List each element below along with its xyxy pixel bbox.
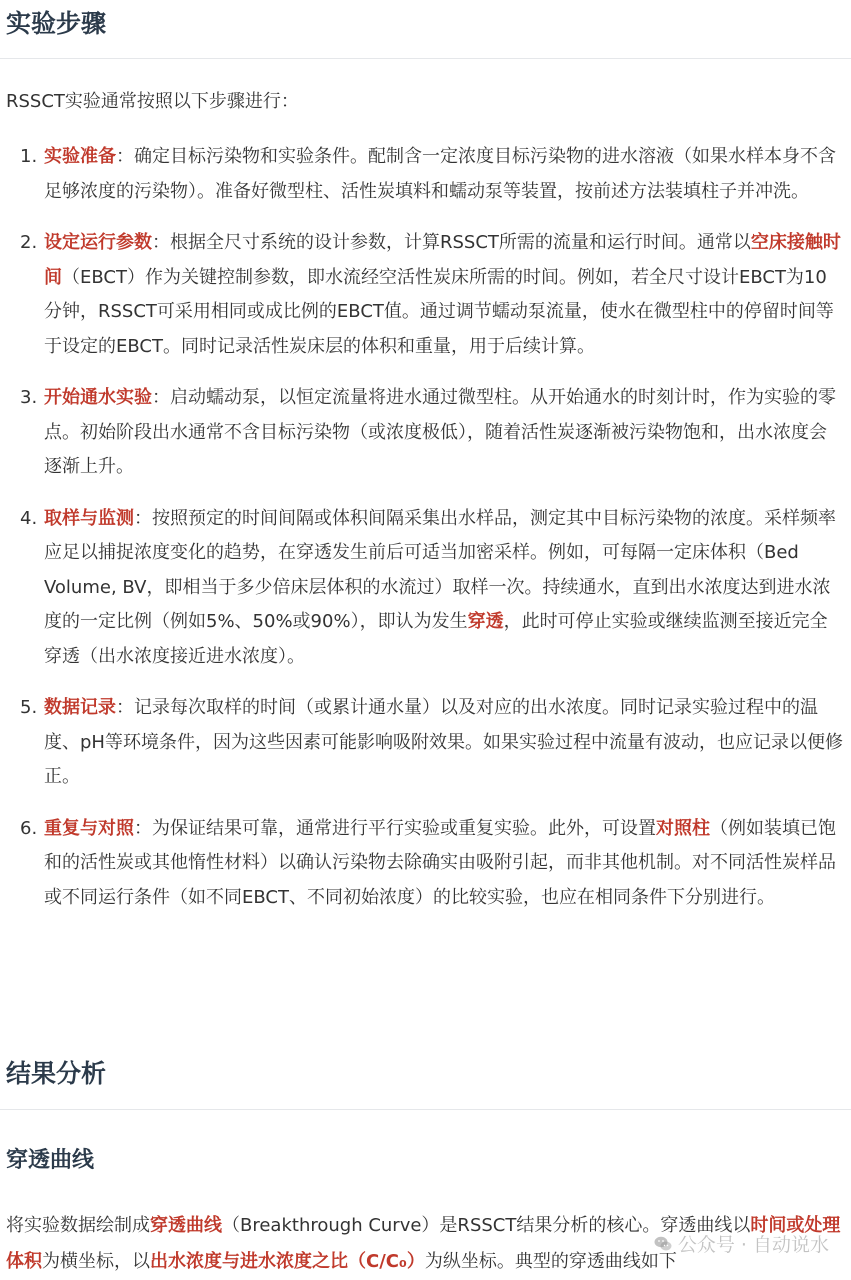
step-keyword: 重复与对照 xyxy=(44,817,134,839)
step-item xyxy=(0,226,851,364)
step-number: 6. xyxy=(20,817,38,839)
step-number: 1. xyxy=(20,146,38,167)
step-text: ：按照预定的时间间隔或体积间隔采集出水样品，测定其中目标污染物的浓度。采样频率应足以捕捉浓度变化的趋势，在穿透发生前后可适当加密采样。例如，可每隔一定床体积（Bed Volume, BV，即相当于多少倍床层体积的水流过）取样一次。持续通水，直到出水浓度达到进水浓度的一定比例（例如5%、50%或90%），即认为发生 xyxy=(44,507,836,632)
paragraph-text: 为横坐标，以 xyxy=(42,1251,150,1272)
paragraph-keyword: 出水浓度与进水浓度之比（C/C₀） xyxy=(150,1251,425,1272)
steps-list xyxy=(0,140,851,915)
step-text: ，此时可停止实验或继续监测至接近完全穿透（出水浓度接近进水浓度）。 xyxy=(44,611,828,667)
steps-list-wrapper xyxy=(0,140,851,932)
step-item xyxy=(0,140,851,209)
step-text: （EBCT）作为关键控制参数，即水流经空活性炭床所需的时间。例如，若全尺寸设计EBCT为10分钟，RSSCT可采用相同或成比例的EBCT值。通过调节蠕动泵流量，使水在微型柱中的停留时间等于设定的EBCT。同时记录活性炭床层的体积和重量，用于后续计算。 xyxy=(44,266,834,357)
watermark-text: 公众号 · 自动说水 xyxy=(677,1234,829,1256)
step-text: ：启动蠕动泵，以恒定流量将进水通过微型柱。从开始通水的时刻计时，作为实验的零点。初始阶段出水通常不含目标污染物（或浓度极低），随着活性炭逐渐被污染物饱和，出水浓度会逐渐上升。 xyxy=(44,387,836,477)
wechat-icon xyxy=(654,1236,672,1252)
section-title-results: 结果分析 xyxy=(6,1059,107,1088)
paragraph-keyword: 时间或处理体积 xyxy=(6,1215,841,1272)
step-number: 3. xyxy=(20,387,38,408)
step-item xyxy=(0,691,851,795)
watermark xyxy=(654,1230,829,1257)
step-number: 2. xyxy=(20,232,38,253)
section-title-steps: 实验步骤 xyxy=(6,9,107,38)
paragraph-text: （Breakthrough Curve）是RSSCT结果分析的核心。穿透曲线以 xyxy=(222,1215,751,1236)
step-keyword: 开始通水实验 xyxy=(44,387,152,408)
step-number: 4. xyxy=(20,507,38,529)
step-text: ：确定目标污染物和实验条件。配制含一定浓度目标污染物的进水溶液（如果水样本身不含足够浓度的污染物）。准备好微型柱、活性炭填料和蠕动泵等装置，按前述方法装填柱子并冲洗。 xyxy=(44,146,836,202)
paragraph-text: 将实验数据绘制成 xyxy=(6,1215,150,1236)
step-item xyxy=(0,502,851,675)
paragraph-keyword: 穿透曲线 xyxy=(150,1215,222,1236)
step-keyword: 空床接触时间 xyxy=(44,232,841,288)
step-keyword: 穿透 xyxy=(467,611,504,632)
subsection-title-breakthrough: 穿透曲线 xyxy=(6,1148,95,1173)
step-text: （例如装填已饱和的活性炭或其他惰性材料）以确认污染物去除确实由吸附引起，而非其他机制。对不同活性炭样品或不同运行条件（如不同EBCT、不同初始浓度）的比较实验，也应在相同条件下分别进行。 xyxy=(44,817,836,908)
step-item xyxy=(0,381,851,485)
step-text: ：记录每次取样的时间（或累计通水量）以及对应的出水浓度。同时记录实验过程中的温度、pH等环境条件，因为这些因素可能影响吸附效果。如果实验过程中流量有波动，也应记录以便修正。 xyxy=(44,697,843,787)
step-text: ：根据全尺寸系统的设计参数，计算RSSCT所需的流量和运行时间。通常以 xyxy=(152,232,751,253)
step-keyword: 对照柱 xyxy=(656,817,710,839)
section-divider xyxy=(0,58,851,59)
paragraph-text: 为纵坐标。典型的穿透曲线如下 xyxy=(424,1251,677,1272)
steps-intro: RSSCT实验通常按照以下步骤进行： xyxy=(6,91,299,112)
step-text: ：为保证结果可靠，通常进行平行实验或重复实验。此外，可设置 xyxy=(134,817,656,839)
step-number: 5. xyxy=(20,697,38,718)
step-item xyxy=(0,812,851,916)
step-keyword: 设定运行参数 xyxy=(44,232,152,253)
section-divider xyxy=(0,1109,851,1110)
step-keyword: 取样与监测 xyxy=(44,507,134,529)
step-keyword: 实验准备 xyxy=(44,146,116,167)
step-keyword: 数据记录 xyxy=(44,697,116,718)
